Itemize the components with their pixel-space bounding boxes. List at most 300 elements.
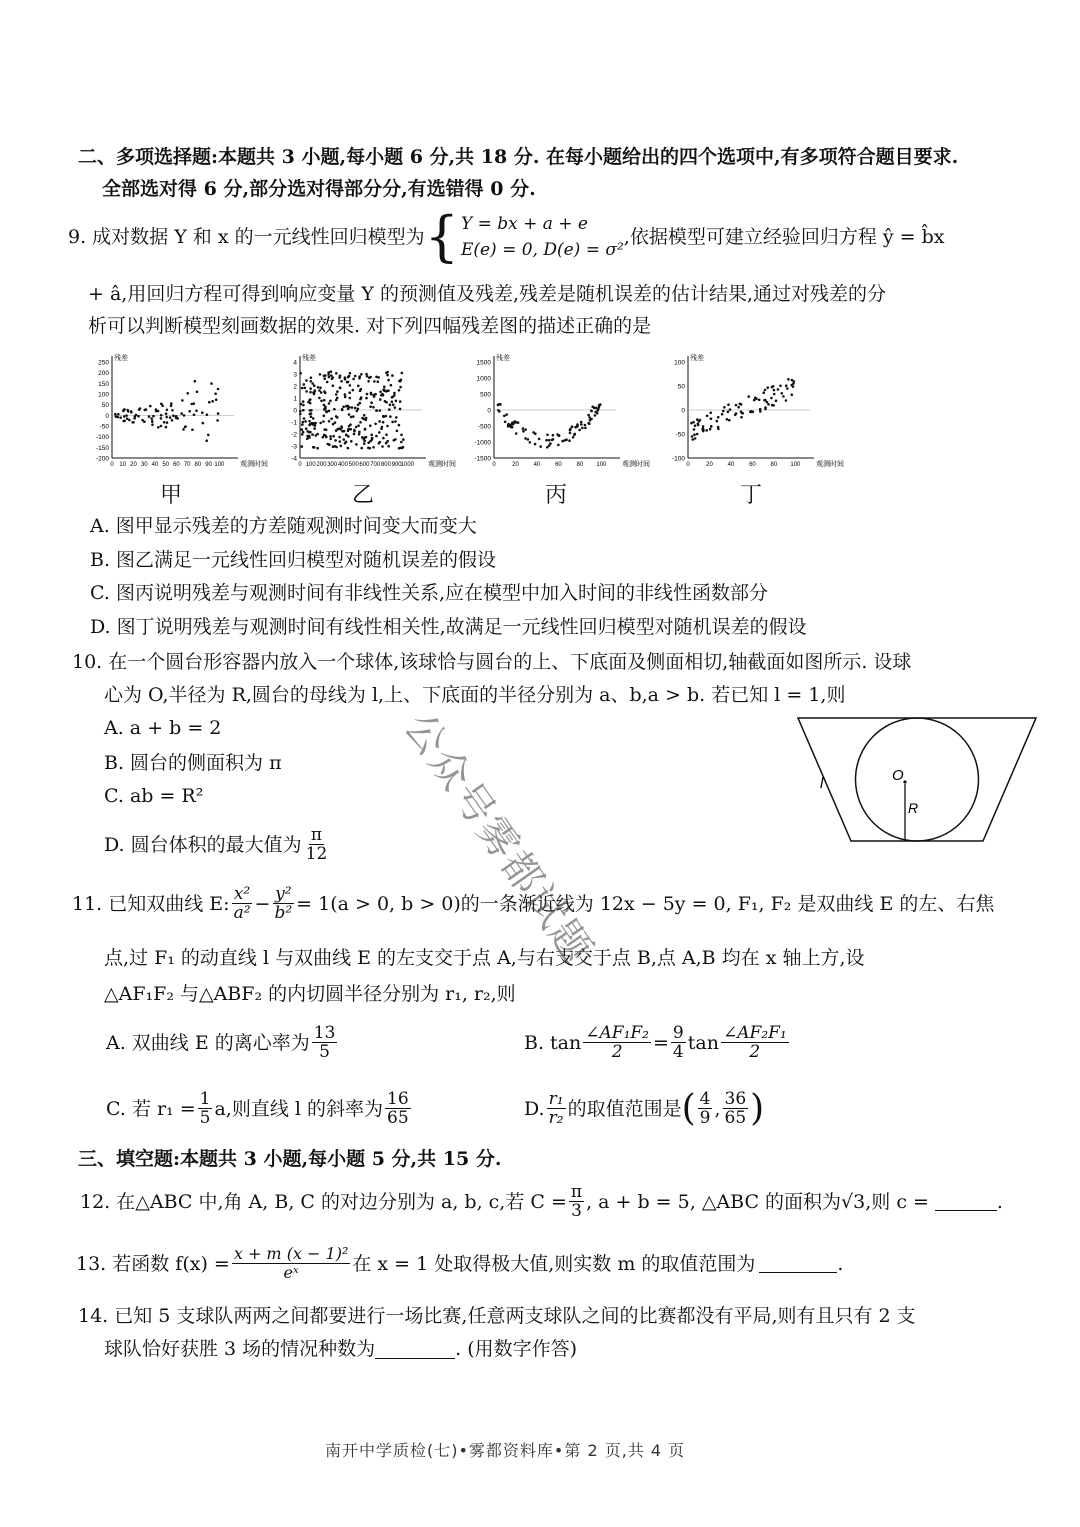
- data-point: [216, 419, 219, 422]
- q12-answer-blank[interactable]: [935, 1192, 997, 1211]
- data-point: [727, 403, 730, 406]
- chart-label-jia: 甲: [160, 483, 183, 508]
- chart-jia-svg: [80, 350, 280, 475]
- data-point: [303, 417, 306, 420]
- data-point: [369, 405, 372, 408]
- data-point: [792, 385, 795, 388]
- y-tick-label: -500: [477, 423, 491, 431]
- data-point: [691, 435, 694, 438]
- data-point: [379, 391, 382, 394]
- q12-post: , a + b = 5, △ABC 的面积为√3,则 c =: [586, 1190, 929, 1213]
- data-point: [302, 400, 305, 403]
- q10-line2: 心为 O,半径为 R,圆台的母线为 l,上、下底面的半径分别为 a、b,a > b. 若已知 l = 1,则: [104, 684, 846, 706]
- y-tick-label: -1500: [474, 455, 491, 463]
- x-axis-label: 观测时间: [622, 461, 650, 468]
- data-point: [716, 420, 719, 423]
- q11-option-c-fraction1: [198, 1090, 213, 1127]
- data-point: [755, 398, 758, 401]
- data-point: [184, 425, 187, 428]
- data-point: [320, 400, 323, 403]
- fraction-numerator: x + m (x − 1)²: [233, 1244, 349, 1263]
- data-point: [358, 375, 361, 378]
- data-point: [151, 420, 154, 423]
- fraction-numerator: 13: [313, 1023, 336, 1043]
- data-point: [401, 372, 404, 375]
- y-tick-label: 1500: [476, 359, 491, 367]
- data-point: [344, 393, 347, 396]
- q11-option-c-text: C. 若 r₁ =: [106, 1097, 196, 1120]
- period-icon: .: [837, 1252, 844, 1275]
- data-point: [349, 397, 352, 400]
- data-point: [170, 405, 173, 408]
- y-tick-label: -200: [95, 455, 109, 463]
- q10-option-d: [104, 826, 331, 863]
- data-point: [193, 413, 196, 416]
- y-axis-label: 残差: [496, 355, 510, 362]
- data-point: [141, 419, 144, 422]
- fraction-denominator: 65: [724, 1108, 747, 1128]
- data-point: [300, 428, 303, 431]
- fraction-numerator: π: [570, 1182, 583, 1202]
- data-point: [338, 376, 341, 379]
- data-point: [194, 380, 197, 383]
- data-point: [394, 420, 397, 423]
- period-icon: .: [996, 1190, 1003, 1213]
- q9-option-b: B. 图乙满足一元线性回归模型对随机误差的假设: [90, 549, 497, 571]
- slant-label: l: [820, 775, 824, 792]
- radius-label: R: [908, 800, 919, 816]
- data-point: [389, 415, 392, 418]
- data-point: [352, 389, 355, 392]
- data-point: [308, 420, 311, 423]
- fraction-denominator: a²: [233, 903, 251, 923]
- data-point: [400, 441, 403, 444]
- data-point: [717, 416, 720, 419]
- data-point: [304, 420, 307, 423]
- data-point: [326, 381, 329, 384]
- x-tick-label: 80: [576, 462, 584, 468]
- data-point: [206, 413, 209, 416]
- data-point: [750, 411, 753, 414]
- data-point: [347, 381, 350, 384]
- fraction-denominator: 2: [611, 1042, 623, 1062]
- data-point: [328, 420, 331, 423]
- y-axis-label: 残差: [302, 355, 316, 362]
- data-point: [691, 438, 694, 441]
- data-point: [697, 423, 700, 426]
- data-point: [308, 399, 311, 402]
- x-tick-label: 80: [194, 462, 202, 468]
- data-point: [392, 403, 395, 406]
- x-tick-label: 100: [596, 462, 607, 468]
- data-point: [314, 389, 317, 392]
- q11-option-a-fraction: [312, 1024, 338, 1061]
- data-point: [773, 389, 776, 392]
- data-point: [775, 399, 778, 402]
- data-point: [344, 376, 347, 379]
- data-point: [394, 406, 397, 409]
- q9-system-line1: Y = bx + a + e: [460, 214, 588, 234]
- data-point: [348, 406, 351, 409]
- data-point: [584, 427, 587, 430]
- data-point: [379, 398, 382, 401]
- data-point: [123, 415, 126, 418]
- q11-option-a-text: A. 双曲线 E 的离心率为: [106, 1031, 310, 1054]
- data-point: [323, 414, 326, 417]
- data-point: [766, 386, 769, 389]
- data-point: [302, 404, 305, 407]
- data-point: [352, 378, 355, 381]
- comma-icon: ,: [714, 1097, 721, 1120]
- data-point: [349, 372, 352, 375]
- data-point: [386, 374, 389, 377]
- q11-option-b-fraction1: [583, 1024, 651, 1061]
- section3-title: 三、填空题:本题共 3 小题,每小题 5 分,共 15 分.: [78, 1148, 502, 1170]
- data-point: [130, 411, 133, 414]
- data-point: [498, 410, 501, 413]
- data-point: [357, 385, 360, 388]
- data-point: [382, 437, 385, 440]
- data-point: [155, 408, 158, 411]
- data-point: [305, 379, 308, 382]
- data-point: [694, 424, 697, 427]
- data-point: [388, 408, 391, 411]
- data-point: [149, 405, 152, 408]
- data-point: [356, 410, 359, 413]
- data-point: [157, 426, 160, 429]
- y-tick-label: 100: [674, 359, 685, 367]
- x-tick-label: 40: [727, 462, 735, 468]
- y-tick-label: -2: [291, 431, 297, 439]
- data-point: [563, 439, 566, 442]
- q13-post: 在 x = 1 处取得极大值,则实数 m 的取值范围为: [352, 1252, 756, 1275]
- data-point: [331, 376, 334, 379]
- data-point: [370, 392, 373, 395]
- data-point: [348, 425, 351, 428]
- q12-pre: 12. 在△ABC 中,角 A, B, C 的对边分别为 a, b, c,若 C =: [80, 1190, 567, 1213]
- data-point: [324, 392, 327, 395]
- data-point: [786, 387, 789, 390]
- data-point: [341, 409, 344, 412]
- q11-option-b-fraction3: [721, 1024, 789, 1061]
- data-point: [344, 442, 347, 445]
- data-point: [338, 427, 341, 430]
- data-point: [133, 417, 136, 420]
- q11-option-d-text: D.: [524, 1097, 545, 1120]
- fraction-denominator: 5: [199, 1108, 211, 1128]
- data-point: [340, 445, 343, 448]
- data-point: [390, 384, 393, 387]
- data-point: [383, 388, 386, 391]
- data-point: [117, 413, 120, 416]
- data-point: [398, 389, 401, 392]
- data-point: [165, 412, 168, 415]
- x-tick-label: 60: [173, 462, 180, 468]
- x-tick-label: 60: [555, 462, 562, 468]
- data-point: [359, 389, 362, 392]
- data-point: [217, 412, 220, 415]
- q9-system: [424, 205, 624, 268]
- data-point: [504, 421, 507, 424]
- data-point: [340, 426, 343, 429]
- data-point: [345, 405, 348, 408]
- q11-minus: −: [254, 892, 271, 915]
- q11-option-b: [524, 1024, 791, 1061]
- data-point: [587, 414, 590, 417]
- data-point: [721, 413, 724, 416]
- data-point: [396, 430, 399, 433]
- data-point: [125, 414, 128, 417]
- data-point: [693, 433, 696, 436]
- data-point: [568, 439, 571, 442]
- data-point: [698, 420, 701, 423]
- data-point: [546, 446, 549, 449]
- q13-answer-blank[interactable]: [759, 1254, 837, 1273]
- data-point: [214, 392, 217, 395]
- data-point: [383, 386, 386, 389]
- data-point: [569, 432, 572, 435]
- fraction-denominator: 4: [672, 1042, 684, 1062]
- data-point: [366, 375, 369, 378]
- data-point: [310, 415, 313, 418]
- data-point: [126, 409, 129, 412]
- y-tick-label: 50: [677, 383, 685, 391]
- data-point: [328, 402, 331, 405]
- y-tick-label: 0: [293, 407, 297, 415]
- x-tick-label: 50: [162, 462, 170, 468]
- data-point: [335, 393, 338, 396]
- center-label: O: [892, 767, 904, 784]
- data-point: [386, 390, 389, 393]
- data-point: [215, 398, 218, 401]
- data-point: [365, 397, 368, 400]
- data-point: [161, 404, 164, 407]
- data-point: [208, 401, 211, 404]
- x-tick-label: 300: [327, 462, 338, 468]
- data-point: [300, 403, 303, 406]
- data-point: [773, 393, 776, 396]
- data-point: [322, 436, 325, 439]
- data-point: [377, 380, 380, 383]
- chart-bing: [462, 350, 662, 479]
- data-point: [398, 424, 401, 427]
- data-point: [710, 425, 713, 428]
- data-point: [196, 391, 199, 394]
- data-point: [360, 373, 363, 376]
- fraction-numerator: ∠AF₁F₂: [585, 1023, 649, 1043]
- data-point: [335, 446, 338, 449]
- data-point: [180, 412, 183, 415]
- x-tick-label: 100: [214, 462, 225, 468]
- fraction-numerator: π: [310, 825, 323, 845]
- data-point: [313, 393, 316, 396]
- y-axis-label: 残差: [690, 355, 704, 362]
- data-point: [372, 406, 375, 409]
- q11-option-b-fraction2: [671, 1024, 686, 1061]
- q14-line2-pre: 球队恰好获胜 3 场的情况种数为: [104, 1338, 376, 1360]
- data-point: [375, 376, 378, 379]
- data-point: [311, 433, 314, 436]
- fraction-numerator: r₁: [548, 1089, 564, 1109]
- y-tick-label: -150: [95, 444, 109, 452]
- x-tick-label: 0: [110, 462, 114, 468]
- data-point: [589, 419, 592, 422]
- data-point: [374, 423, 377, 426]
- q11-line3: △AF₁F₂ 与△ABF₂ 的内切圆半径分别为 r₁, r₂,则: [104, 983, 516, 1005]
- data-point: [191, 428, 194, 431]
- data-point: [741, 412, 744, 415]
- data-point: [693, 428, 696, 431]
- data-point: [114, 413, 117, 416]
- data-point: [378, 431, 381, 434]
- x-tick-label: 40: [151, 462, 159, 468]
- x-tick-label: 100: [305, 462, 316, 468]
- data-point: [517, 421, 520, 424]
- q14-answer-blank[interactable]: [375, 1340, 455, 1359]
- data-point: [787, 378, 790, 381]
- data-point: [353, 433, 356, 436]
- q10-figure: [792, 712, 1042, 851]
- data-point: [370, 434, 373, 437]
- data-point: [172, 414, 175, 417]
- data-point: [571, 425, 574, 428]
- x-tick-label: 90: [205, 462, 212, 468]
- q12-fraction: [569, 1183, 584, 1220]
- data-point: [359, 402, 362, 405]
- data-point: [593, 406, 596, 409]
- data-point: [373, 395, 376, 398]
- y-tick-label: 250: [98, 359, 109, 367]
- q11-option-d-fraction2: [698, 1090, 713, 1127]
- data-point: [318, 397, 321, 400]
- data-point: [166, 421, 169, 424]
- q11-line2: 点,过 F₁ 的动直线 l 与双曲线 E 的左支交于点 A,与右支交于点 B,点 A,B 均在 x 轴上方,设: [104, 947, 865, 969]
- q10-option-d-fraction: [304, 826, 330, 863]
- x-tick-label: 600: [359, 462, 370, 468]
- data-point: [767, 403, 770, 406]
- right-paren-icon: ): [750, 1087, 765, 1129]
- data-point: [694, 437, 697, 440]
- data-point: [323, 375, 326, 378]
- data-point: [551, 439, 554, 442]
- data-point: [320, 391, 323, 394]
- data-point: [358, 431, 361, 434]
- q13-pre: 13. 若函数 f(x) =: [76, 1252, 230, 1275]
- fraction-numerator: 1: [199, 1089, 211, 1109]
- data-point: [309, 387, 312, 390]
- data-point: [169, 416, 172, 419]
- data-point: [330, 417, 333, 420]
- data-point: [758, 399, 761, 402]
- data-point: [328, 376, 331, 379]
- q11-fraction-y: [272, 885, 294, 922]
- data-point: [333, 408, 336, 411]
- y-tick-label: -50: [675, 431, 685, 439]
- data-point: [343, 430, 346, 433]
- y-tick-label: -1000: [474, 439, 491, 447]
- inscribed-sphere: [856, 718, 979, 841]
- x-tick-label: 100: [790, 462, 801, 468]
- q12-line: [80, 1183, 1003, 1220]
- data-point: [182, 428, 185, 431]
- data-point: [309, 423, 312, 426]
- data-point: [395, 400, 398, 403]
- data-point: [328, 444, 331, 447]
- data-point: [195, 409, 198, 412]
- data-point: [339, 387, 342, 390]
- data-point: [402, 438, 405, 441]
- data-point: [301, 433, 304, 436]
- q13-fraction: [232, 1245, 351, 1282]
- data-point: [323, 408, 326, 411]
- data-point: [771, 404, 774, 407]
- q9-option-d: D. 图丁说明残差与观测时间有线性相关性,故满足一元线性回归模型对随机误差的假设: [90, 616, 807, 638]
- data-point: [539, 445, 542, 448]
- chart-ding: [656, 350, 856, 479]
- fraction-denominator: eˣ: [283, 1263, 299, 1282]
- q9-after-system: ,依据模型可建立经验回归方程 ŷ = b̂x: [623, 226, 945, 248]
- data-point: [332, 435, 335, 438]
- data-point: [391, 396, 394, 399]
- data-point: [302, 431, 305, 434]
- data-point: [391, 400, 394, 403]
- data-point: [705, 429, 708, 432]
- data-point: [399, 386, 402, 389]
- x-axis-label: 观测时间: [816, 461, 844, 468]
- data-point: [522, 427, 525, 430]
- data-point: [387, 445, 390, 448]
- data-point: [347, 376, 350, 379]
- data-point: [318, 389, 321, 392]
- data-point: [394, 438, 397, 441]
- data-point: [522, 430, 525, 433]
- data-point: [325, 410, 328, 413]
- data-point: [350, 416, 353, 419]
- data-point: [722, 410, 725, 413]
- data-point: [381, 445, 384, 448]
- data-point: [309, 413, 312, 416]
- data-point: [171, 419, 174, 422]
- data-point: [374, 393, 377, 396]
- chart-label-bing: 丙: [545, 483, 568, 508]
- data-point: [348, 391, 351, 394]
- data-point: [740, 416, 743, 419]
- data-point: [181, 399, 184, 402]
- q10-option-b: B. 圆台的侧面积为 π: [104, 752, 282, 774]
- data-point: [379, 441, 382, 444]
- data-point: [348, 413, 351, 416]
- x-tick-label: 60: [749, 462, 756, 468]
- data-point: [385, 442, 388, 445]
- data-point: [367, 441, 370, 444]
- data-point: [201, 411, 204, 414]
- chart-jia: [80, 350, 280, 479]
- data-point: [771, 386, 774, 389]
- y-tick-label: 50: [101, 402, 109, 410]
- data-point: [304, 387, 307, 390]
- chart-label-yi: 乙: [352, 483, 375, 508]
- data-point: [160, 417, 163, 420]
- frustum-outline: [798, 718, 1036, 841]
- data-point: [137, 415, 140, 418]
- data-point: [764, 399, 767, 402]
- q11-option-b-text: B. tan: [524, 1031, 582, 1054]
- data-point: [363, 442, 366, 445]
- q11-pre: 11. 已知双曲线 E:: [72, 892, 230, 915]
- data-point: [369, 376, 372, 379]
- data-point: [375, 435, 378, 438]
- data-point: [126, 417, 129, 420]
